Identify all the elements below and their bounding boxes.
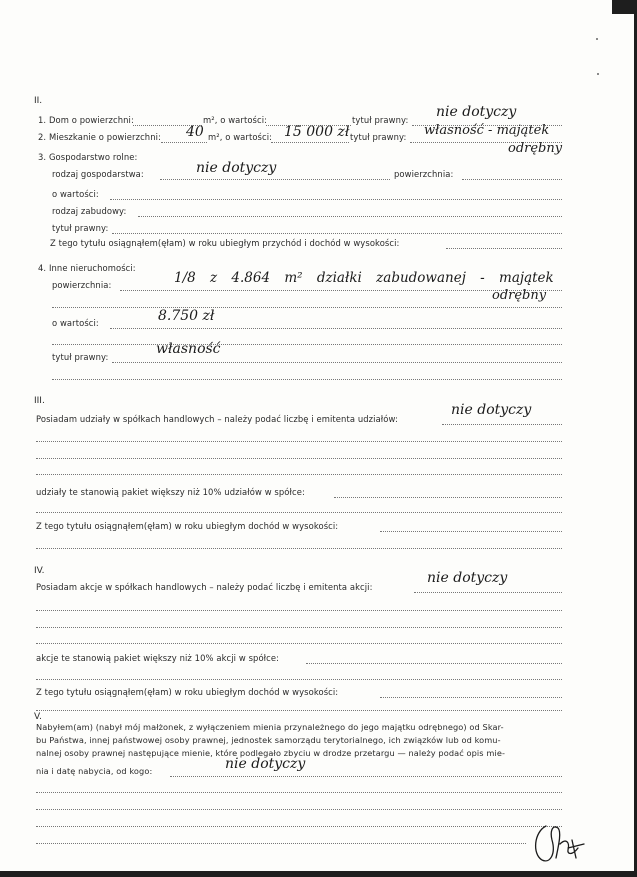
acquisition-text-3: nalnej osoby prawnej następujące mienie, które podlegało zbyciu w drodze przetargu — należy podać opis mie- [36,748,506,758]
house-label: 1. Dom o powierzchni: [38,115,134,125]
acquisition-line-2 [36,792,562,793]
section-2-heading: II. [34,96,43,106]
stocks-package-line [306,663,562,664]
stocks-line-4 [36,643,562,644]
stocks-income-line-2 [36,710,562,711]
scan-speck [597,73,599,75]
farm-building-label: rodzaj zabudowy: [52,206,127,216]
acquisition-line [170,776,562,777]
farm-label: 3. Gospodarstwo rolne: [38,152,138,162]
farm-income-label: Z tego tytułu osiągnąłem(ęłam) w roku ubiegłym przychód i dochód w wysokości: [50,238,400,248]
shares-income-label: Z tego tytułu osiągnąłem(ęłam) w roku ubiegłym dochód w wysokości: [36,521,339,531]
stocks-line-2 [36,610,562,611]
farm-building-line [138,216,562,217]
other-area-value: 1/8 z 4.864 m² działki zabudowanej - majątek [174,270,554,286]
shares-package-label: udziały te stanowią pakiet większy niż 10% udziałów w spółce: [36,487,305,497]
other-area-label: powierzchnia: [52,280,112,290]
apartment-title-value-cont: odrębny [508,141,563,156]
other-title-line [112,362,562,363]
shares-label: Posiadam udziały w spółkach handlowych – należy podać liczbę i emitenta udziałów: [36,414,398,424]
house-title-value: nie dotyczy [436,104,517,120]
apartment-value: 15 000 zł [284,124,350,140]
section-4-heading: IV. [34,566,45,576]
signature-initials [528,818,588,866]
other-value-value: 8.750 zł [158,308,215,324]
farm-type-value: nie dotyczy [196,160,277,176]
other-property-label: 4. Inne nieruchomości: [38,263,136,273]
apartment-value-line [271,142,349,143]
shares-income-line-2 [36,548,562,549]
scan-speck [596,38,598,40]
farm-value-label: o wartości: [52,189,99,199]
acquisition-text-4: nia i datę nabycia, od kogo: [36,766,153,776]
apartment-area-line [161,142,207,143]
section-5-heading: V. [34,712,42,722]
shares-value: nie dotyczy [451,402,532,418]
apartment-title-value: własność - majątek [424,123,550,138]
acquisition-line-4 [36,826,562,827]
stocks-income-label: Z tego tytułu osiągnąłem(ęłam) w roku ubiegłym dochód w wysokości: [36,687,339,697]
farm-type-line [160,179,390,180]
shares-line-4 [36,474,562,475]
shares-package-line-2 [36,512,562,513]
stocks-label: Posiadam akcje w spółkach handlowych – należy podać liczbę i emitenta akcji: [36,582,373,592]
stocks-package-line-2 [36,679,562,680]
stocks-income-line [380,697,562,698]
house-title-label: tytuł prawny: [352,115,409,125]
shares-income-line [380,531,562,532]
acquisition-line-3 [36,809,562,810]
acquisition-text-2: bu Państwa, innej państwowej osoby prawnej, jednostek samorządu terytorialnego, ich związków lub od komu- [36,735,501,745]
scan-edge-bottom [0,871,637,877]
apartment-area-value: 40 [186,124,204,140]
other-value-line-2 [52,344,562,345]
other-title-label: tytuł prawny: [52,352,109,362]
shares-line-3 [36,458,562,459]
farm-title-label: tytuł prawny: [52,223,109,233]
farm-income-line [446,248,562,249]
other-title-line-2 [52,379,562,380]
apartment-label: 2. Mieszkanie o powierzchni: [38,132,161,142]
stocks-value: nie dotyczy [427,570,508,586]
farm-title-line [112,233,562,234]
apartment-title-label: tytuł prawny: [350,132,407,142]
other-value-line [110,328,562,329]
shares-line [442,424,562,425]
farm-area-label: powierzchnia: [394,169,454,179]
stocks-package-label: akcje te stanowią pakiet większy niż 10% akcji w spółce: [36,653,280,663]
stocks-line-3 [36,627,562,628]
section-3-heading: III. [34,396,45,406]
shares-package-line [334,497,562,498]
house-unit-label: m², o wartości: [203,115,268,125]
other-area-value-cont: odrębny [492,288,547,303]
acquisition-text-1: Nabyłem(am) (nabył mój małżonek, z wyłączeniem mienia przynależnego do jego majątku odrębnego) od Skar- [36,722,504,732]
acquisition-value: nie dotyczy [225,756,306,772]
farm-area-line [462,179,562,180]
shares-line-2 [36,441,562,442]
farm-type-label: rodzaj gospodarstwa: [52,169,144,179]
farm-value-line [110,199,562,200]
other-area-line-2 [52,307,562,308]
stocks-line [414,592,562,593]
apartment-unit-label: m², o wartości: [208,132,273,142]
other-value-label: o wartości: [52,318,99,328]
acquisition-line-5 [36,843,526,844]
other-title-value: własność [156,341,221,357]
